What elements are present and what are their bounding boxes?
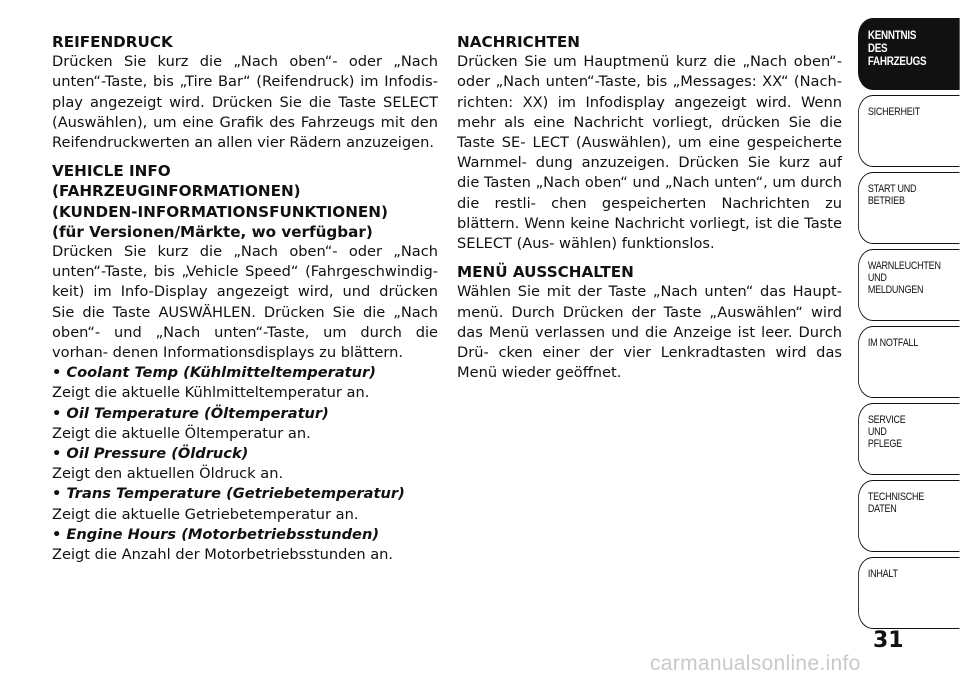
list-item-title: • Oil Temperature (Öltemperatur) <box>52 404 438 424</box>
heading-vehicle-info: VEHICLE INFO <box>52 162 171 181</box>
list-item-text: Zeigt die Anzahl der Motorbetriebsstunden an. <box>52 546 394 564</box>
paragraph-nachrichten: Drücken Sie um Hauptmenü kurz die „Nach oben“- oder „Nach unten“-Taste, bis „Messages: XX“ (Nach- richten: XX) im Infodisplay angezeigt wird. Wenn mehr als eine Nachricht vorliegt, drücken Sie die Taste SE- LECT (Auswählen), um eine gespeicherte Warnmel- dung anzuzeigen. Drücken Sie kurz auf die Tasten „Nach oben“ und „Nach unten“, um durch die restli- chen gespeicherten Nachrichten zu blättern. Wenn keine Nachricht vorliegt, ist die Taste SELECT (Aus- wählen) funktionslos. <box>457 53 842 253</box>
list-item-title: • Coolant Temp (Kühlmitteltemperatur) <box>52 363 438 383</box>
tab-technische-daten[interactable]: TECHNISCHE DATEN <box>858 480 960 552</box>
tab-start-und-betrieb[interactable]: START UND BETRIEB <box>858 172 960 244</box>
tab-inhalt[interactable]: INHALT <box>858 557 960 629</box>
paragraph-reifendruck: Drücken Sie kurz die „Nach oben“- oder „Nach unten“-Taste, bis „Tire Bar“ (Reifendruck) im Infodis- play angezeigt wird. Drücken Sie die Taste SELECT (Auswählen), um eine Grafik des Fahrzeugs mit den Reifendruckwerten an allen vier Rädern anzuzeigen. <box>52 53 438 152</box>
list-item-title: • Oil Pressure (Öldruck) <box>52 444 438 464</box>
paragraph-menue-ausschalten: Wählen Sie mit der Taste „Nach unten“ das Haupt- menü. Durch Drücken der Taste „Auswählen“ wird das Menü verlassen und die Anzeige ist leer. Durch Drü- cken einer der vier Lenkradtasten wird das Menü wieder geöffnet. <box>457 283 842 382</box>
list-item-title: • Engine Hours (Motorbetriebsstunden) <box>52 525 438 545</box>
watermark: carmanualsonline.info <box>650 652 861 675</box>
page-number: 31 <box>873 628 904 653</box>
heading-nachrichten: NACHRICHTEN <box>457 33 580 51</box>
tab-im-notfall[interactable]: IM NOTFALL <box>858 326 960 398</box>
list-item-text: Zeigt die aktuelle Kühlmitteltemperatur an. <box>52 384 370 402</box>
heading-menue-ausschalten: MENÜ AUSSCHALTEN <box>457 263 634 282</box>
chapter-tabs <box>858 18 960 634</box>
heading-versionen-maerkte: (für Versionen/Märkte, wo verfügbar) <box>52 222 373 241</box>
paragraph-vehicle-info: Drücken Sie kurz die „Nach oben“- oder „Nach unten“-Taste, bis „Vehicle Speed“ (Fahrgeschwindig- keit) im Info-Display angezeigt wird, und drücken Sie die Taste AUSWÄHLEN. Drücken Sie die „Nach oben“- und „Nach unten“-Taste, um durch die vorhan- denen Informationsdisplays zu blättern. <box>52 243 438 362</box>
list-item-text: Zeigt die aktuelle Getriebetemperatur an. <box>52 505 359 523</box>
tab-service-und-pflege[interactable]: SERVICE UND PFLEGE <box>858 403 960 475</box>
left-column <box>52 32 438 565</box>
tab-kenntnis-des-fahrzeugs[interactable]: KENNTNIS DES FAHRZEUGS <box>858 18 960 90</box>
right-column <box>457 32 842 383</box>
heading-fahrzeuginformationen: (FAHRZEUGINFORMATIONEN) <box>52 182 301 201</box>
tab-sicherheit[interactable]: SICHERHEIT <box>858 95 960 167</box>
list-item-title: • Trans Temperature (Getriebetemperatur) <box>52 484 438 504</box>
list-item-text: Zeigt den aktuellen Öldruck an. <box>52 465 284 483</box>
heading-kunden-informationsfunktionen: (KUNDEN-INFORMATIONSFUNKTIONEN) <box>52 202 388 221</box>
tab-warnleuchten-und-meldungen[interactable]: WARNLEUCHTEN UND MELDUNGEN <box>858 249 960 321</box>
heading-reifendruck: REIFENDRUCK <box>52 33 173 51</box>
list-item-text: Zeigt die aktuelle Öltemperatur an. <box>52 424 311 442</box>
